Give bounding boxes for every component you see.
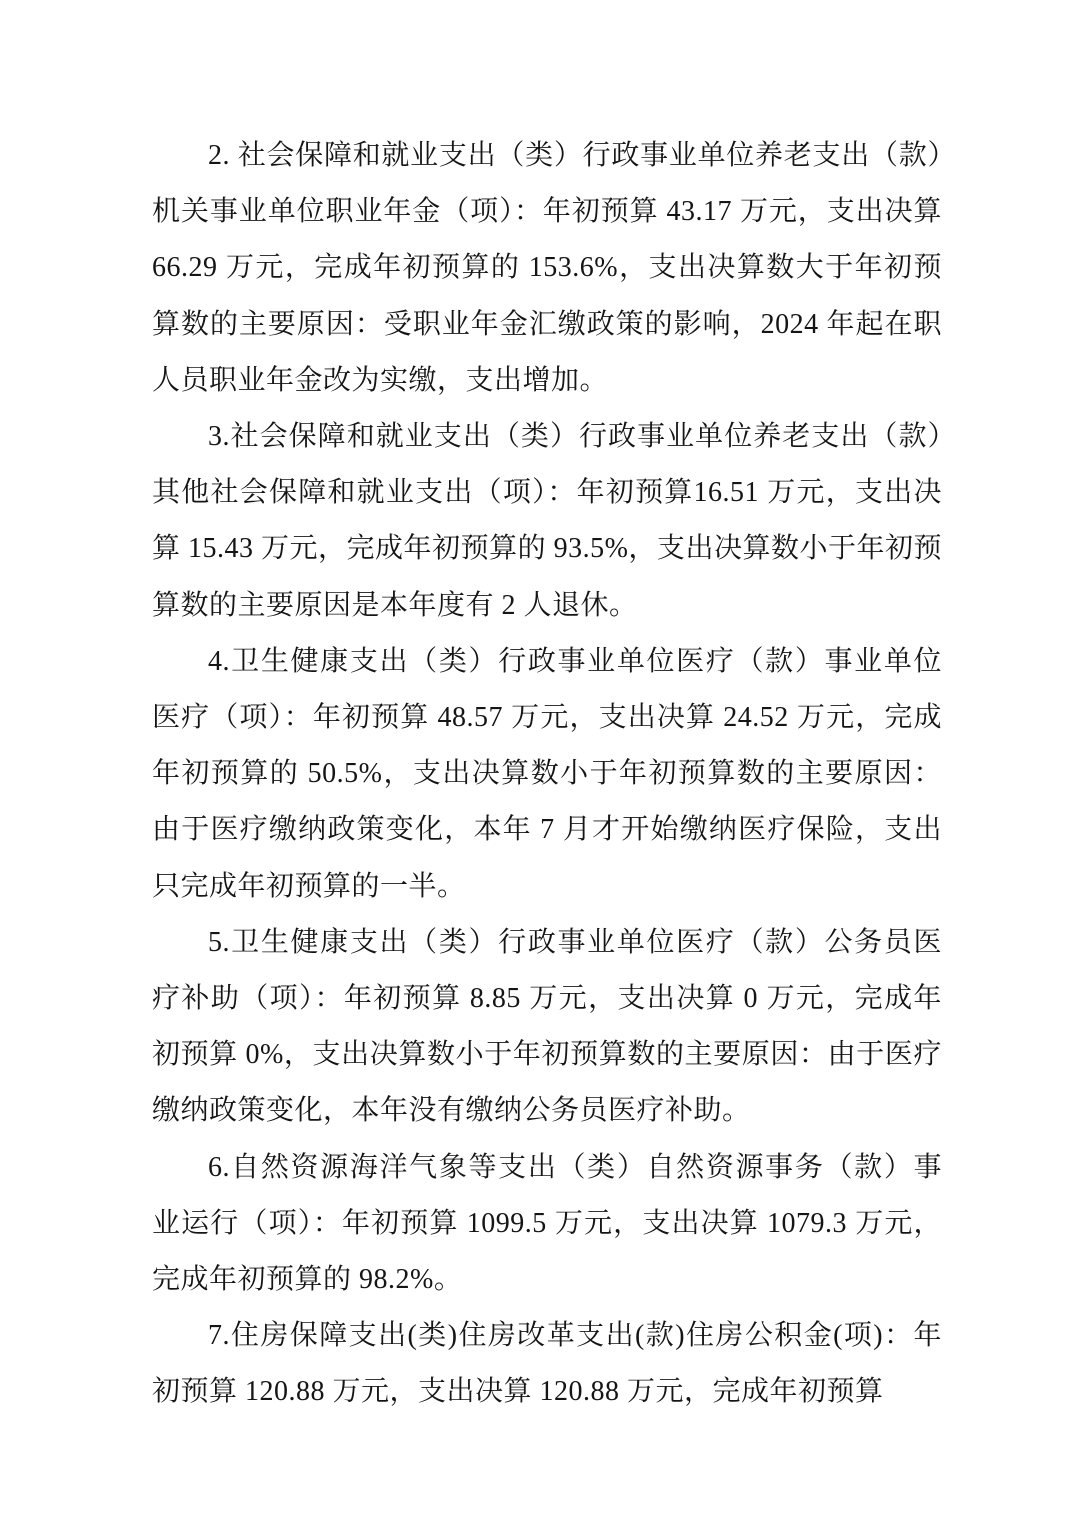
budget-paragraph-7: 7.住房保障支出(类)住房改革支出(款)住房公积金(项)：年初预算 120.88 万元，支出决算 120.88 万元，完成年初预算 [152, 1320, 942, 1408]
budget-paragraph-2: 2. 社会保障和就业支出（类）行政事业单位养老支出（款）机关事业单位职业年金（项）：年初预算 43.17 万元，支出决算 66.29 万元，完成年初预算的 153.6%，支出决算数大于年初预算数的主要原因：受职业年金汇缴政策的影响，2024 年起在职人员职业年金改为实缴，支出增加。 [152, 140, 942, 396]
budget-paragraph-3: 3.社会保障和就业支出（类）行政事业单位养老支出（款）其他社会保障和就业支出（项）：年初预算16.51 万元，支出决算 15.43 万元，完成年初预算的 93.5%，支出决算数小于年初预算数的主要原因是本年度有 2 人退休。 [152, 421, 942, 621]
budget-paragraph-5: 5.卫生健康支出（类）行政事业单位医疗（款）公务员医疗补助（项）：年初预算 8.85 万元，支出决算 0 万元，完成年初预算 0%，支出决算数小于年初预算数的主要原因：由于医疗缴纳政策变化，本年没有缴纳公务员医疗补助。 [152, 926, 942, 1127]
document-body [152, 128, 942, 1421]
budget-paragraph-4: 4.卫生健康支出（类）行政事业单位医疗（款）事业单位医疗（项）：年初预算 48.57 万元，支出决算 24.52 万元，完成年初预算的 50.5%，支出决算数小于年初预算数的主要原因：由于医疗缴纳政策变化，本年 7 月才开始缴纳医疗保险，支出只完成年初预算的一半。 [152, 645, 942, 902]
budget-paragraph-6: 6.自然资源海洋气象等支出（类）自然资源事务（款）事业运行（项）：年初预算 1099.5 万元，支出决算 1079.3 万元，完成年初预算的 98.2%。 [152, 1151, 942, 1296]
